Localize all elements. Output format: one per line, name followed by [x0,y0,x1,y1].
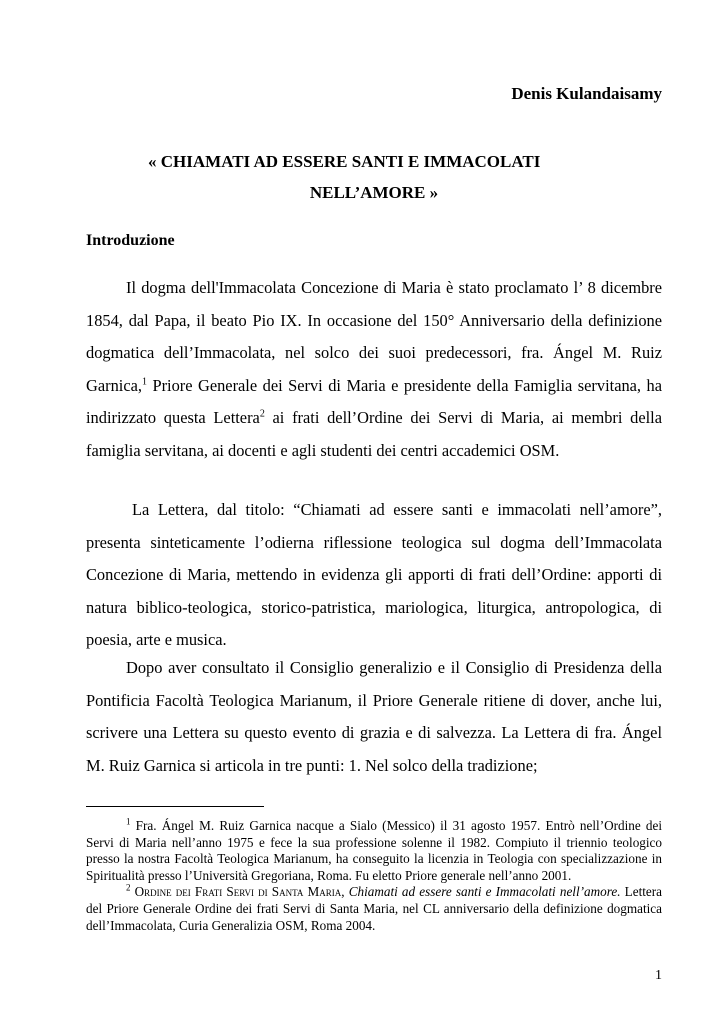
footnote-1 [86,818,662,884]
footnote-ref-1: 1 [141,376,147,388]
author-name: Denis Kulandaisamy [511,84,662,103]
paragraph-1-text-c: ai frati dell’Ordine dei Servi di Maria, ai membri della famiglia servitana, ai docenti e agli studenti dei centri accademici OSM. [86,408,662,460]
title-line-2: NELL’AMORE » [309,183,439,202]
document-title [86,146,662,208]
footnote-1-text: Fra. Ángel M. Ruiz Garnica nacque a Sialo (Messico) il 31 agosto 1957. Entrò nell’Ordine dei Servi di Maria nell’anno 1975 e fece la sua professione solenne il 1982. Compiuto il triennio teologico presso la nostra Facoltà Teologica Marianum, ha conseguito la licenzia in Teologia con specializzazione in Spiritualità presso l’Università Gregoriana, Roma. Fu eletto Priore generale nell’anno 2001. [86,818,662,883]
footnote-2-number: 2 [126,882,131,893]
title-line-1: « CHIAMATI AD ESSERE SANTI E IMMACOLATI [148,152,541,171]
footnote-1-number: 1 [126,816,131,827]
footnotes [86,818,662,934]
section-heading: Introduzione [86,232,175,249]
footnote-2-title: Chiamati ad essere santi e Immacolati nell’amore. [348,884,621,900]
paragraph-1 [86,272,662,468]
footnote-2-text: Lettera del Priore Generale Ordine dei frati Servi di Santa Maria, nel CL anniversario della definizione dogmatica dell’Immacolata, Curia Generalizia OSM, Roma 2004. [86,884,663,933]
footnote-ref-2: 2 [259,408,265,420]
paragraph-1-text-a: Il dogma dell'Immacolata Concezione di Maria è stato proclamato l’ 8 dicembre 1854, dal Papa, il beato Pio IX. In occasione del 150° Anniversario della definizione dogmatica dell’Immacolata, nel solco dei suoi predecessori, fra. Ángel M. Ruiz Garnica, [86,278,662,395]
paragraph-2: La Lettera, dal titolo: “Chiamati ad essere santi e immacolati nell’amore”, presenta sinteticamente l’odierna riflessione teologica sul dogma dell’Immacolata Concezione di Maria, mettendo in evidenza gli apporti di frati dell’Ordine: apporti di natura biblico-teologica, storico-patristica, mariologica, liturgica, antropologica, di poesia, arte e musica. [86,500,662,650]
page-number: 1 [655,968,662,983]
footnote-separator [86,806,264,807]
paragraph-3: Dopo aver consultato il Consiglio generalizio e il Consiglio di Presidenza della Pontificia Facoltà Teologica Marianum, il Priore Generale ritiene di dover, anche lui, scrivere una Lettera su questo evento di grazia e di salvezza. La Lettera di fra. Ángel M. Ruiz Garnica si articola in tre punti: 1. Nel solco della tradizione; [86,658,662,775]
paragraph-1-text-b: Priore Generale dei Servi di Maria e presidente della Famiglia servitana, ha indirizzato questa Lettera [86,375,662,428]
footnote-2-author: Ordine dei Frati Servi di Santa Maria [134,884,342,900]
footnote-2: $^2$ Ordine dei Frati Servi di Santa Maria, Chiamati ad essere santi e Immacolati nell’amore. Lettera del Priore Generale Ordine dei frati Servi di Santa Maria, nel CL anniversario della definizione dogmatica dell’Immacolata, Curia Generalizia OSM, Roma 2004. [86,882,663,933]
